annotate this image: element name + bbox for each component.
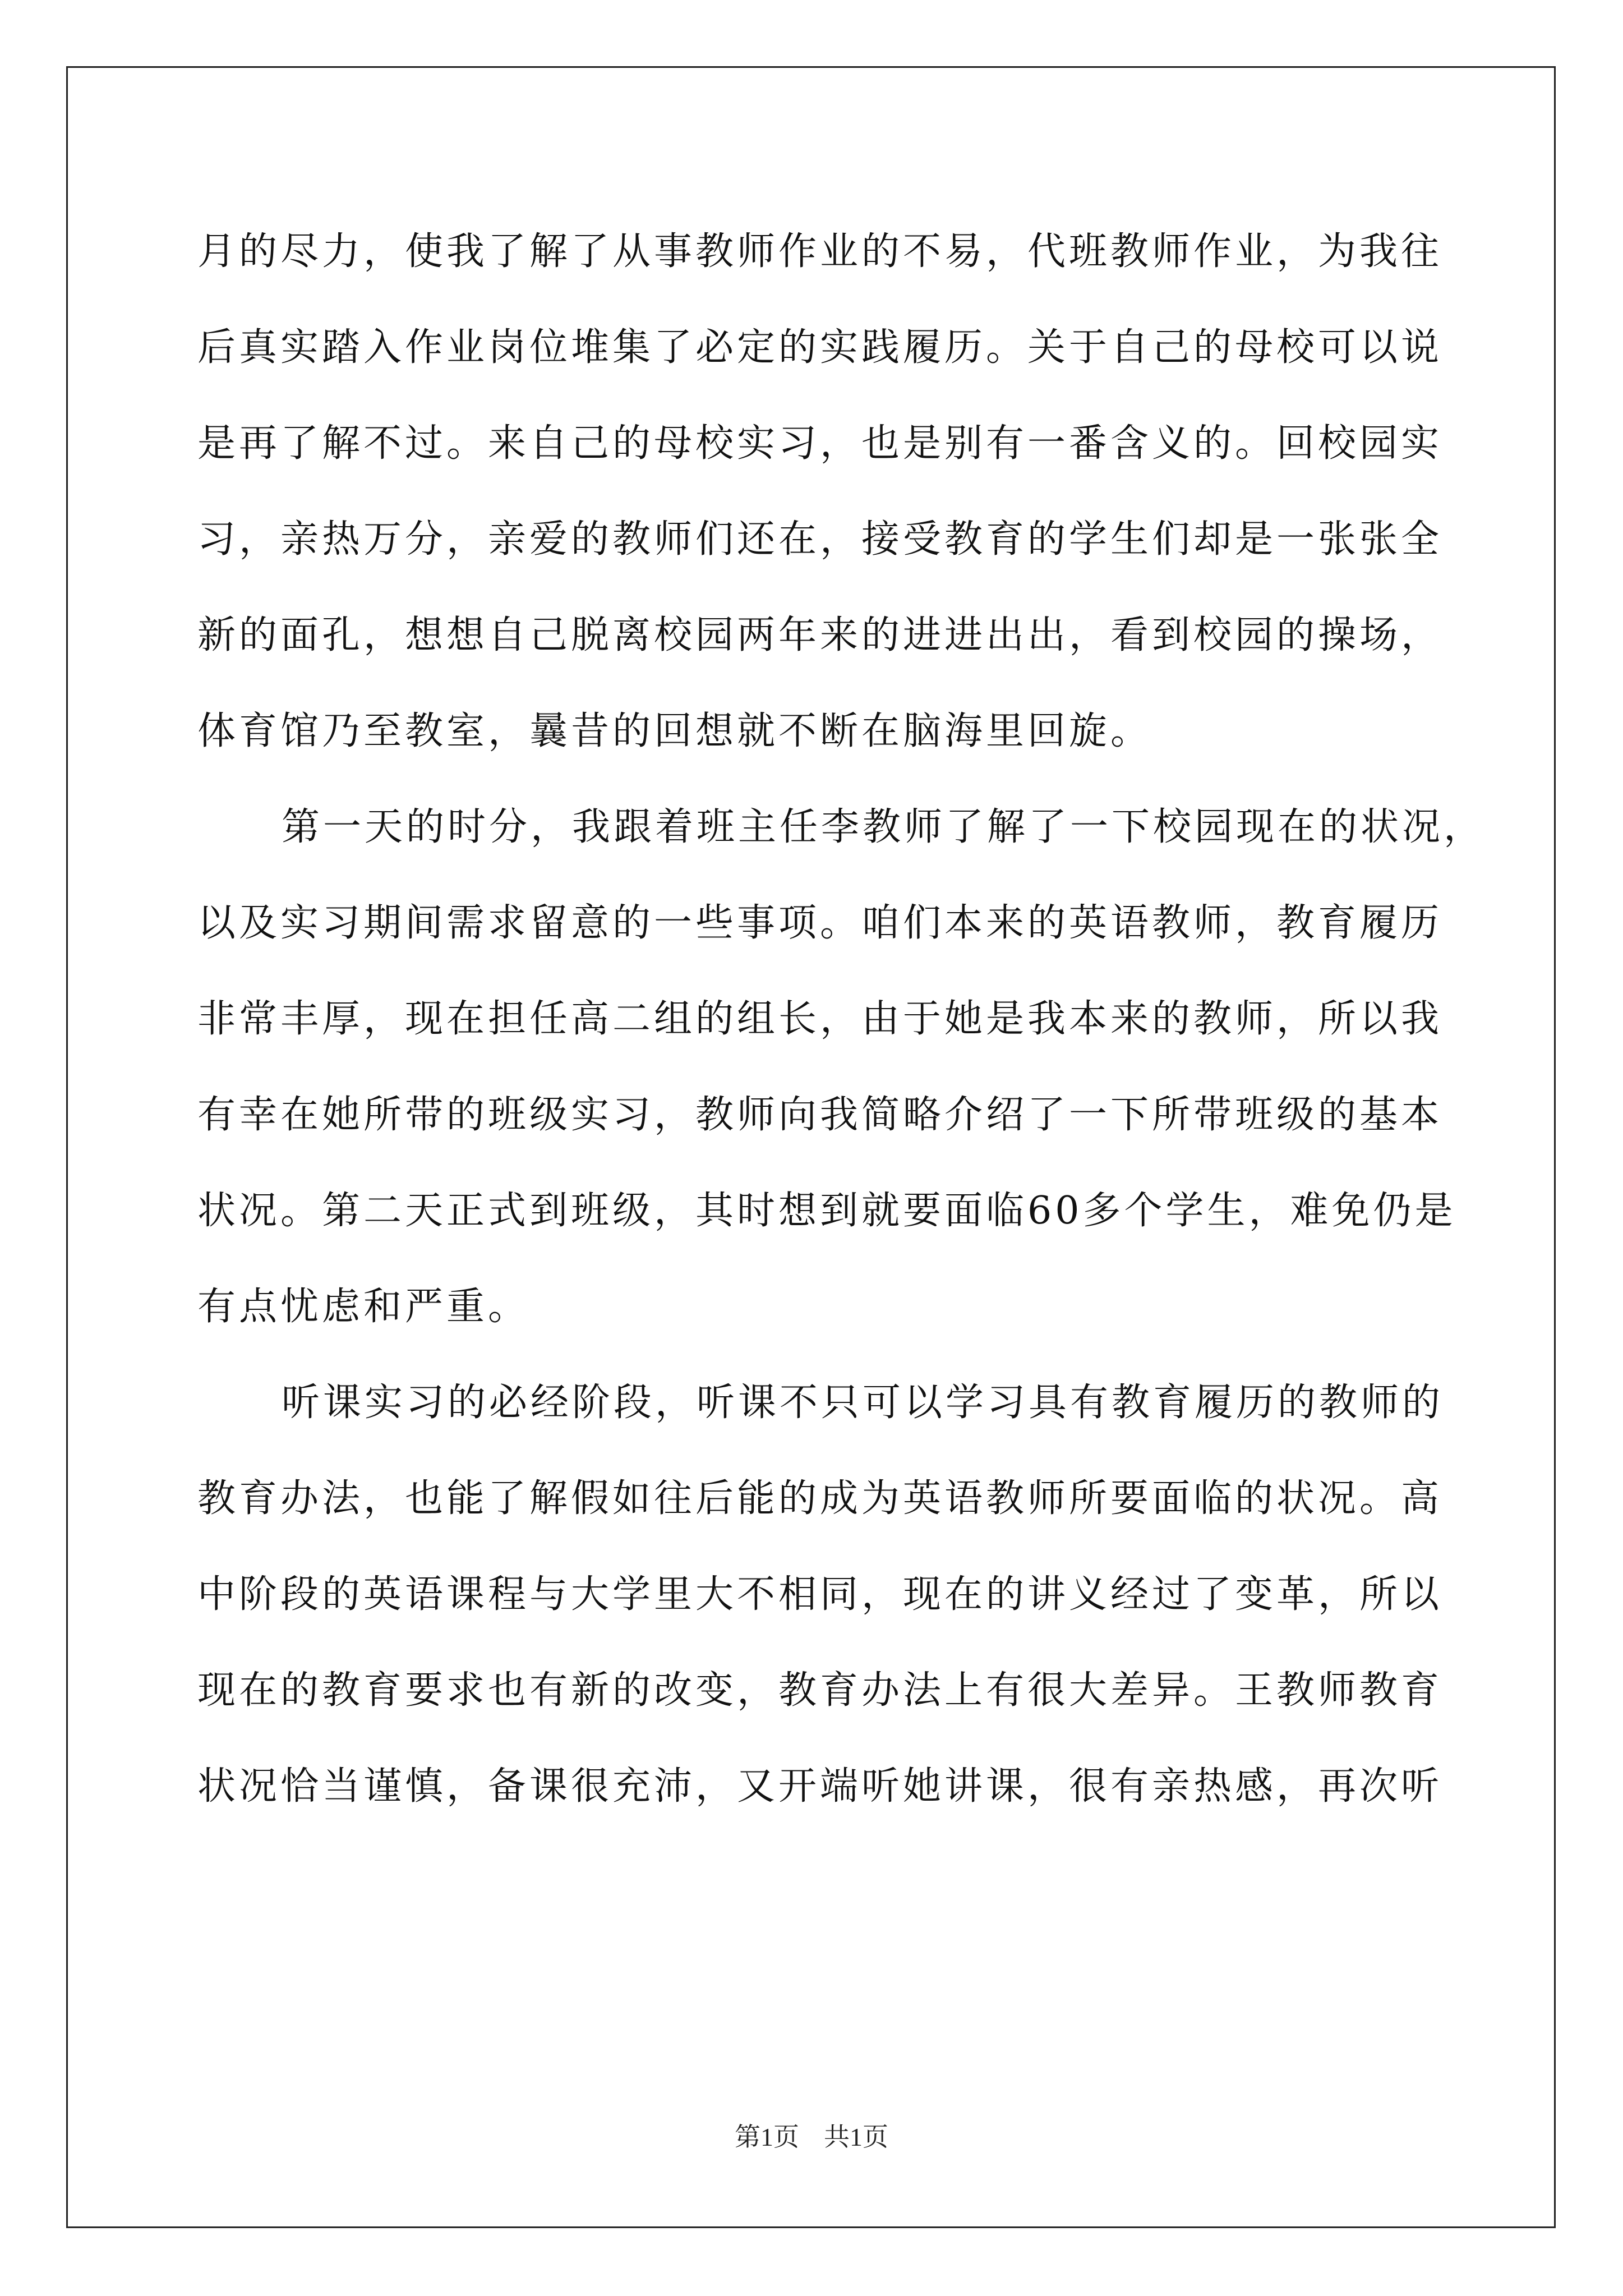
paragraph-first-line: 听课实习的必经阶段，听课不只可以学习具有教育履历的教师的 [282, 1381, 1444, 1425]
document-body [197, 204, 1486, 1834]
text-line: 非常丰厚，现在担任高二组的组长，由于她是我本来的教师，所以我 [197, 997, 1443, 1041]
text-line: 教育办法，也能了解假如往后能的成为英语教师所要面临的状况。高 [197, 1476, 1443, 1521]
page-number-total: 共1页 [824, 2123, 888, 2151]
text-line: 现在的教育要求也有新的改变，教育办法上有很大差异。王教师教育 [197, 1668, 1443, 1713]
text-line: 是再了解不过。来自己的母校实习，也是别有一番含义的。回校园实 [197, 421, 1443, 466]
text-line: 后真实踏入作业岗位堆集了必定的实践履历。关于自己的母校可以说 [197, 325, 1443, 370]
text-line: 月的尽力，使我了解了从事教师作业的不易，代班教师作业，为我往 [197, 229, 1443, 274]
paragraph-first-line: 第一天的时分，我跟着班主任李教师了解了一下校园现在的状况， [282, 805, 1486, 849]
page-footer [0, 2120, 1623, 2154]
text-line: 状况。第二天正式到班级，其时想到就要面临60多个学生，难免仍是 [197, 1189, 1456, 1233]
page-number-current: 第1页 [735, 2123, 799, 2151]
text-line: 有点忧虑和严重。 [197, 1285, 530, 1329]
text-line: 状况恰当谨慎，备课很充沛，又开端听她讲课，很有亲热感，再次听 [197, 1764, 1443, 1809]
text-line: 有幸在她所带的班级实习，教师向我简略介绍了一下所带班级的基本 [197, 1093, 1443, 1137]
text-line: 中阶段的英语课程与大学里大不相同，现在的讲义经过了变革，所以 [197, 1572, 1443, 1617]
text-line: 习，亲热万分，亲爱的教师们还在，接受教育的学生们却是一张张全 [197, 517, 1443, 562]
text-line: 以及实习期间需求留意的一些事项。咱们本来的英语教师，教育履历 [197, 901, 1443, 945]
text-line: 新的面孔，想想自己脱离校园两年来的进进出出，看到校园的操场， [197, 613, 1443, 657]
text-line: 体育馆乃至教室，曩昔的回想就不断在脑海里回旋。 [197, 709, 1152, 753]
